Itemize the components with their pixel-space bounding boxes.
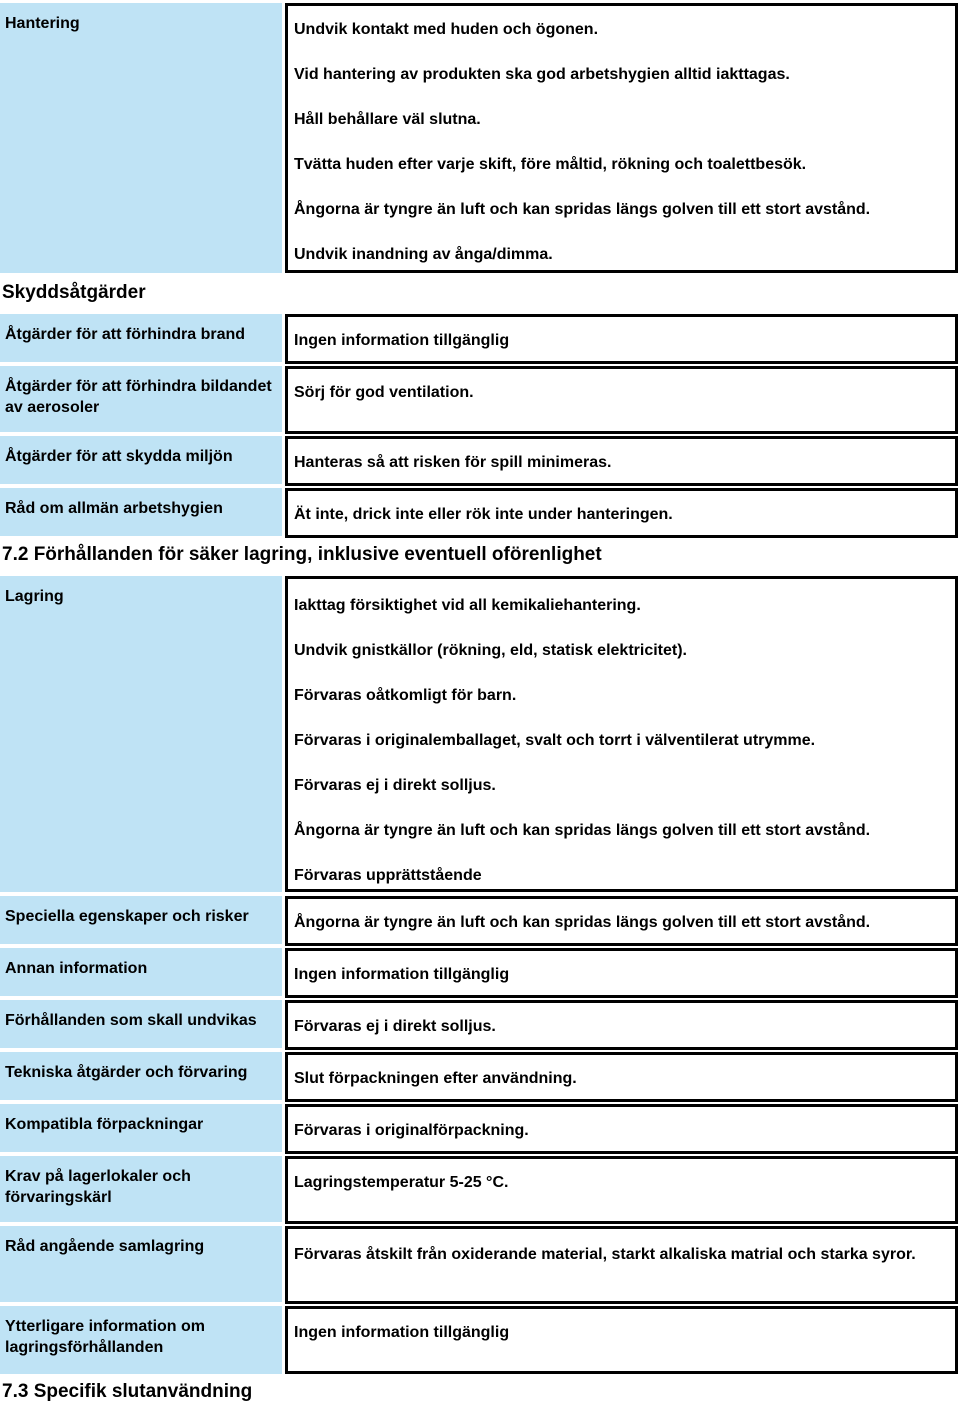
lagring-label: Lagring	[5, 588, 64, 605]
storage-row-value	[285, 1052, 958, 1102]
hantering-label: Hantering	[5, 15, 80, 32]
hantering-line: Tvätta huden efter varje skift, före måltid, rökning och toalettbesök.	[294, 156, 807, 173]
storage-row-value	[285, 1000, 958, 1050]
row-value-text: Förvaras i originalförpackning.	[294, 1122, 529, 1139]
storage-row-label	[0, 1226, 282, 1302]
skydd-row-value	[285, 436, 958, 486]
hantering-line: Undvik inandning av ånga/dimma.	[294, 246, 553, 263]
lagring-line: Iakttag försiktighet vid all kemikaliehantering.	[294, 597, 641, 614]
skydd-row-value	[285, 314, 958, 364]
hantering-line: Vid hantering av produkten ska god arbetshygien alltid iakttagas.	[294, 66, 790, 83]
lagring-line: Förvaras ej i direkt solljus.	[294, 777, 496, 794]
lagring-line: Förvaras upprättstående	[294, 867, 482, 884]
lagring-value-cell	[285, 576, 958, 892]
storage-row-value	[285, 896, 958, 946]
storage-row-value	[285, 1306, 958, 1374]
row-label-text: Kompatibla förpackningar	[5, 1116, 204, 1133]
lagring-line: Undvik gnistkällor (rökning, eld, statisk elektricitet).	[294, 642, 687, 659]
row-label-text: Råd angående samlagring	[5, 1238, 205, 1255]
storage-row-value	[285, 948, 958, 998]
storage-row-label	[0, 1306, 282, 1374]
hantering-line: Ångorna är tyngre än luft och kan spridas längs golven till ett stort avstånd.	[294, 201, 871, 218]
lagring-line: Förvaras oåtkomligt för barn.	[294, 687, 517, 704]
storage-row-value	[285, 1156, 958, 1224]
storage-row-value	[285, 1226, 958, 1304]
storage-row-label	[0, 896, 282, 944]
row-label-text: Speciella egenskaper och risker	[5, 908, 249, 925]
skydd-row-label	[0, 436, 282, 484]
section-7-2-heading: 7.2 Förhållanden för säker lagring, inklusive eventuell oförenlighet	[2, 544, 602, 565]
storage-row-label	[0, 1104, 282, 1152]
row-label-text: Krav på lagerlokaler och förvaringskärl	[5, 1168, 191, 1206]
lagring-line: Ångorna är tyngre än luft och kan spridas längs golven till ett stort avstånd.	[294, 822, 871, 839]
lagring-line: Förvaras i originalemballaget, svalt och torrt i välventilerat utrymme.	[294, 732, 816, 749]
skyddsatgarder-heading: Skyddsåtgärder	[2, 282, 146, 303]
row-label-text: Annan information	[5, 960, 148, 977]
hantering-line: Undvik kontakt med huden och ögonen.	[294, 21, 599, 38]
storage-row-label	[0, 948, 282, 996]
hantering-label-cell	[0, 3, 282, 273]
row-label-text: Åtgärder för att förhindra brand	[5, 326, 246, 343]
row-value-text: Slut förpackningen efter användning.	[294, 1070, 577, 1087]
row-label-text: Åtgärder för att förhindra bildandet av aerosoler	[5, 378, 272, 416]
row-value-text: Ingen information tillgänglig	[294, 332, 510, 349]
hantering-value-cell	[285, 3, 958, 273]
row-value-text: Förvaras åtskilt från oxiderande material, starkt alkaliska matrial och starka syror.	[294, 1246, 916, 1263]
hantering-line: Håll behållare väl slutna.	[294, 111, 481, 128]
row-value-text: Lagringstemperatur 5-25 °C.	[294, 1174, 509, 1191]
storage-row-value	[285, 1104, 958, 1154]
row-label-text: Ytterligare information om lagringsförhållanden	[5, 1318, 206, 1356]
skydd-row-value	[285, 366, 958, 434]
row-value-text: Ingen information tillgänglig	[294, 1324, 510, 1341]
row-label-text: Tekniska åtgärder och förvaring	[5, 1064, 248, 1081]
skydd-row-label	[0, 366, 282, 432]
skydd-row-label	[0, 488, 282, 536]
skydd-row-value	[285, 488, 958, 538]
row-value-text: Ingen information tillgänglig	[294, 966, 510, 983]
storage-row-label	[0, 1156, 282, 1222]
storage-row-label	[0, 1000, 282, 1048]
row-label-text: Åtgärder för att skydda miljön	[5, 448, 233, 465]
row-value-text: Hanteras så att risken för spill minimeras.	[294, 454, 612, 471]
row-value-text: Sörj för god ventilation.	[294, 384, 474, 401]
row-label-text: Råd om allmän arbetshygien	[5, 500, 223, 517]
row-label-text: Förhållanden som skall undvikas	[5, 1012, 257, 1029]
section-7-3-heading: 7.3 Specifik slutanvändning	[2, 1381, 253, 1402]
storage-row-label	[0, 1052, 282, 1100]
row-value-text: Förvaras ej i direkt solljus.	[294, 1018, 496, 1035]
skydd-row-label	[0, 314, 282, 362]
lagring-label-cell	[0, 576, 282, 892]
row-value-text: Ät inte, drick inte eller rök inte under hanteringen.	[294, 506, 673, 523]
row-value-text: Ångorna är tyngre än luft och kan spridas längs golven till ett stort avstånd.	[294, 914, 871, 931]
